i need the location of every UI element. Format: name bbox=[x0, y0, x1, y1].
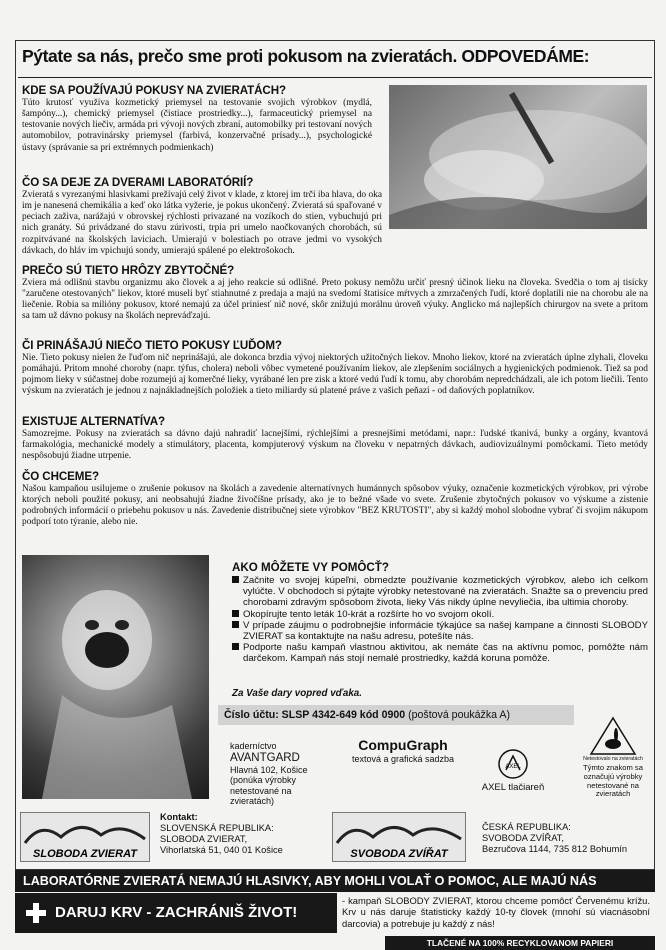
bank-account bbox=[218, 705, 574, 725]
photo-monkey bbox=[22, 555, 209, 799]
section-title-goals: ČO CHCEME? bbox=[22, 470, 99, 483]
section-body-goals: Našou kampaňou usilujeme o zrušenie pokusov na školách a zavedenie alternatívnych humánnych spôsobov výuky, označenie kozmetických výrobkov, pri výrobe ktorých neboli použité pokusy, ani neobsahujú žiadne živočíšne prísady, ako je to bežné všade vo svete. Zrušenie zbytočných pokusov vo výskume a zistenie podrobných informácií o priebehu pokusov u nás. Zavedenie distribučnej siete výrobkov "BEZ KRUTOSTI", aby si každý mohol slobodne vybrať či svojim nákupom podporí toto týranie, alebo nie. bbox=[22, 484, 648, 528]
account-number: Číslo účtu: SLSP 4342-649 kód 0900 bbox=[224, 709, 406, 721]
bullet-icon bbox=[232, 643, 239, 650]
axel-logo-icon bbox=[497, 748, 529, 780]
bullet-icon bbox=[232, 576, 239, 583]
section-body-benefit: Nie. Tieto pokusy nielen že ľuďom nič neprinášajú, ale dokonca brzdia vývoj niektorých užitočných liekov. Mnoho liekov, ktoré na zvieratách úplne zlyhali, človeku pomáhajú. Pritom mnohé choroby (napr. týfus, cholera) neboli vôbec vymetené používaním liekov, ale zlepšením sociálnych a hygienických podmienok. Tiež sa pod pojmom lieky v súčastnej dobe rozumejú aj komerčné lieky, vyrábané len pre zisk a ktoré vedú ľudí k tomu, aby chorobám nepredchádzali, ale ich potom liečili. Tento výskum na zvieratách je jednou z najnákladnejších položiek a tieto miliardy sú platené práve z vašich peňazí - od daňových poplatníkov. bbox=[22, 353, 648, 397]
section-body-why: Zviera má odlišnú stavbu organizmu ako človek a aj jeho reakcie sú odlišné. Preto pokusy nemôžu určiť presný účinok lieku na človeka. Svedčia o tom aj tisícky "zaručene otestovaných" liekov, ktoré museli byť stiahnutné z predaja a majú na svedomí štatisíce mŕtvych a zmrzačených ľudí, ktoré doplatili nie na chorobu ale na liečenie. Robia sa milióny pokusov, ktoré nemajú za účel priniesť nič nové, skôr znižujú morálnu úroveň výuky. Anglicko má najlepších chirurgov na svete a pritom sa tam už dávno pokusy na školách nepreváďzajú. bbox=[22, 278, 648, 322]
svg-text:SVOBODA ZVÍŘAT: SVOBODA ZVÍŘAT bbox=[350, 848, 448, 860]
monkey-image bbox=[22, 555, 209, 799]
section-body-labs: Zvieratá s vyrezanými hlasivkami prežívajú celý život v klade, z ktorej im trčí iba hlava, do oka im je nanesená chemikália a keď oko látka vyžerie, je pokus ukončený. Zvieratá sú spaľované v peciach zaživa, narážajú v obrovskej rýchlosti privazané na vozíkoch do stien, vybuchujú pri nich granáty. Sú privádzané do stavu zúrivosti, trpia pri umelo naočkovaných chorobách, sú rozpitvávané na školských laviciach. Umierajú v bolestiach po otrave jedmi vo vysokých dávkach, do hláv im vpichujú sondy, umierajú spálené po elektrošokoch. bbox=[22, 190, 382, 256]
contact-sk: Kontakt: SLOVENSKÁ REPUBLIKA: SLOBODA ZVIERAT, Vihorlatská 51, 040 01 Košice bbox=[160, 812, 283, 855]
help-item: Okopírujte tento leták 10-krát a rozšírte ho vo svojom okolí. bbox=[232, 609, 648, 620]
lab-hands-image bbox=[389, 85, 647, 229]
contact-cz: ČESKÁ REPUBLIKA: SVOBODA ZVÍŘAT, Bezručova 1144, 735 812 Bohumín bbox=[482, 822, 628, 854]
bullet-icon bbox=[232, 621, 239, 628]
help-item: Začnite vo svojej kúpeľni, obmedzte používanie kozmetických výrobkov, alebo ich celkom vylúčte. V obchodoch si pýtajte výrobky netestované na zvieratách. Snažte sa o prevenciu pred chorobami zdravým spôsobom života, lieky Vás nikdy úplne nevyliečia, iba ultimia choroby. bbox=[232, 575, 648, 609]
logo-svoboda-zvirat bbox=[332, 812, 466, 862]
headline-rule bbox=[18, 77, 652, 78]
section-title-why: PREČO SÚ TIETO HRÔZY ZBYTOČNÉ? bbox=[22, 264, 235, 277]
blood-title: DARUJ KRV - ZACHRÁNIŠ ŽIVOT! bbox=[55, 904, 298, 921]
sponsor-axel: AXEL AXEL tlačiareň bbox=[478, 748, 548, 794]
thanks-line: Za Vaše dary vopred vďaka. bbox=[232, 688, 362, 699]
rabbit-logo-icon bbox=[589, 716, 637, 756]
photo-lab-experiment bbox=[389, 85, 647, 229]
section-title-benefit: ČI PRINÁŠAJÚ NIEČO TIETO POKUSY ĽUĎOM? bbox=[22, 339, 282, 352]
svg-text:SLOBODA ZVIERAT: SLOBODA ZVIERAT bbox=[33, 848, 137, 860]
sponsor-compugraph: CompuGraph textová a grafická sadzba bbox=[338, 737, 468, 765]
page-headline: Pýtate sa nás, prečo sme proti pokusom na zvieratách. ODPOVEDÁME: bbox=[22, 46, 590, 66]
account-note: (poštová poukážka A) bbox=[408, 709, 510, 721]
section-title-where: KDE SA POUŽÍVAJÚ POKUSY NA ZVIERATÁCH? bbox=[22, 84, 286, 97]
animals-logo-icon bbox=[333, 813, 465, 861]
help-item: V prípade záujmu o podrobnejšie informácie týkajúce sa našej kampane a činnosti SLOBODY ZVIERAT sa kontaktujte na našu adresu, potešíte nás. bbox=[232, 620, 648, 642]
sponsor-salon: kaderníctvo AVANTGARD Hlavná 102, Košice (ponúka výrobky netestované na zvieratách) bbox=[230, 741, 308, 806]
section-title-labs: ČO SA DEJE ZA DVERAMI LABORATÓRIÍ? bbox=[22, 176, 254, 189]
bottom-banner: LABORATÓRNE ZVIERATÁ NEMAJÚ HLASIVKY, ABY MOHLI VOLAŤ O POMOC, ALE MAJÚ NÁS bbox=[15, 870, 655, 892]
logo-sloboda-zvierat bbox=[20, 812, 150, 862]
bullet-icon bbox=[232, 610, 239, 617]
sponsor-rabbit-mark: Netestovalo na zvieratách Týmto znakom sa označujú výrobky netestované na zvieratách bbox=[572, 716, 654, 799]
blood-donation-banner bbox=[15, 893, 337, 933]
help-title: AKO MÔŽETE VY POMÔCŤ? bbox=[232, 561, 389, 574]
blood-text: - kampaň SLOBODY ZVIERAT, ktorou chceme pomôcť Červenému krížu. Krv u nás daruje štatisticky každý 10-ty človek (mnohí sú viacnásobní darcovia) a potrebuje ju každý z nás! bbox=[342, 895, 650, 929]
compugraph-logo: CompuGraph bbox=[358, 737, 448, 753]
section-body-alternative: Samozrejme. Pokusy na zvieratách sa dávno dajú nahradiť lacnejšími, rýchlejšími a presnejšími metódami, napr.: ľudské tkanivá, bunky a orgány, kvantová farmakológia, mechanické modely a stimulátory, placenta, kompjuterový výskum na človeku v nepatrných dávkach, audiovizuálnymi pomôckami. Tieto metódy nespôsobujú žiadne utrpenie. bbox=[22, 429, 648, 462]
recycled-paper-note: TLAČENÉ NA 100% RECYKLOVANOM PAPIERI bbox=[385, 936, 655, 950]
animals-logo-icon bbox=[21, 813, 149, 861]
red-cross-icon bbox=[25, 902, 47, 924]
help-list bbox=[232, 575, 648, 665]
help-item: Podporte našu kampaň vlastnou aktivitou, ak nemáte čas na aktívnu pomoc, pomôžte nám darčekom. Kampaň nás stojí nemalé prostriedky, každá koruna pomôže. bbox=[232, 642, 648, 664]
section-title-alternative: EXISTUJE ALTERNATÍVA? bbox=[22, 415, 166, 428]
svg-text:AXEL: AXEL bbox=[505, 764, 521, 770]
section-body-where: Túto krutosť využíva kozmetický priemysel na testovanie svojich výrobkov (mydlá, šampóny...), chemický priemysel (čistiace prostriedky...), farmaceutický priemysel na testovanie nových liečiv, armáda pri vývoji nových zbraní, automobilky pri testovaní nových automobilov, potravinársky priemysel (farbivá, konzervačné prísady...), psychologické ústavy (správanie sa pri extrémnych podmienkach) bbox=[22, 98, 372, 153]
